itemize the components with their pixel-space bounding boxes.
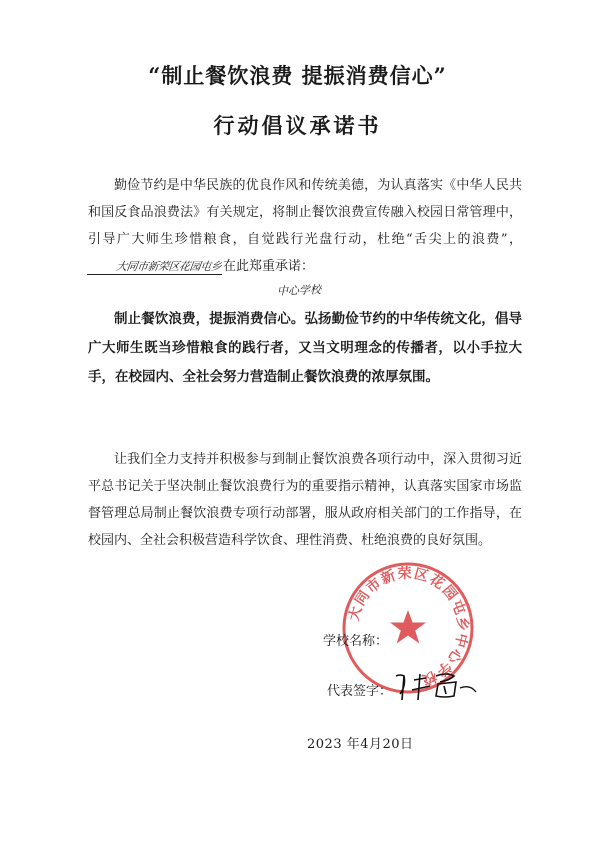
intro-text: 勤俭节约是中华民族的优良作风和传统美德，为认真落实《中华人民共和国反食品浪费法》有关规定，将制止餐饮浪费宣传融入校园日常管理中，引导广大师生珍惜粮食，自觉践行光盘行动，杜绝“舌尖上的浪费”，	[88, 178, 522, 247]
document-title: “制止餐饮浪费 提振消费信心”	[148, 63, 447, 88]
handwritten-school-name: 大同市新荣区花园屯乡	[87, 260, 224, 275]
intro-text-after: 在此郑重承诺：	[223, 259, 315, 274]
school-name-label: 学校名称：	[323, 634, 389, 649]
representative-signature-label: 代表签字：	[327, 684, 393, 699]
handwritten-signature	[390, 666, 480, 706]
body-paragraph: 让我们全力支持并积极参与到制止餐饮浪费各项行动中，深入贯彻习近平总书记关于坚决制止餐饮浪费行为的重要指示精神，认真落实国家市场监督管理总局制止餐饮浪费专项行动部署，服从政府相关部门的工作指导，在校园内、全社会积极营造科学饮食、理性消费、杜绝浪费的良好氛围。	[88, 452, 522, 548]
document-date: 2023 年4月20日	[307, 737, 414, 752]
handwritten-school-suffix: 中心学校	[276, 283, 322, 298]
star-icon	[390, 610, 426, 644]
pledge-paragraph: 制止餐饮浪费，提振消费信心。弘扬勤俭节约的中华传统文化，倡导广大师生既当珍惜粮食的践行者，又当文明理念的传播者，以小手拉大手，在校园内、全社会努力营造制止餐饮浪费的浓厚氛围。	[88, 311, 522, 385]
document-subtitle: 行动倡议承诺书	[213, 113, 382, 138]
intro-paragraph	[88, 172, 522, 280]
seal-text: 大同市新荣区花园屯乡中心学校	[346, 565, 471, 689]
